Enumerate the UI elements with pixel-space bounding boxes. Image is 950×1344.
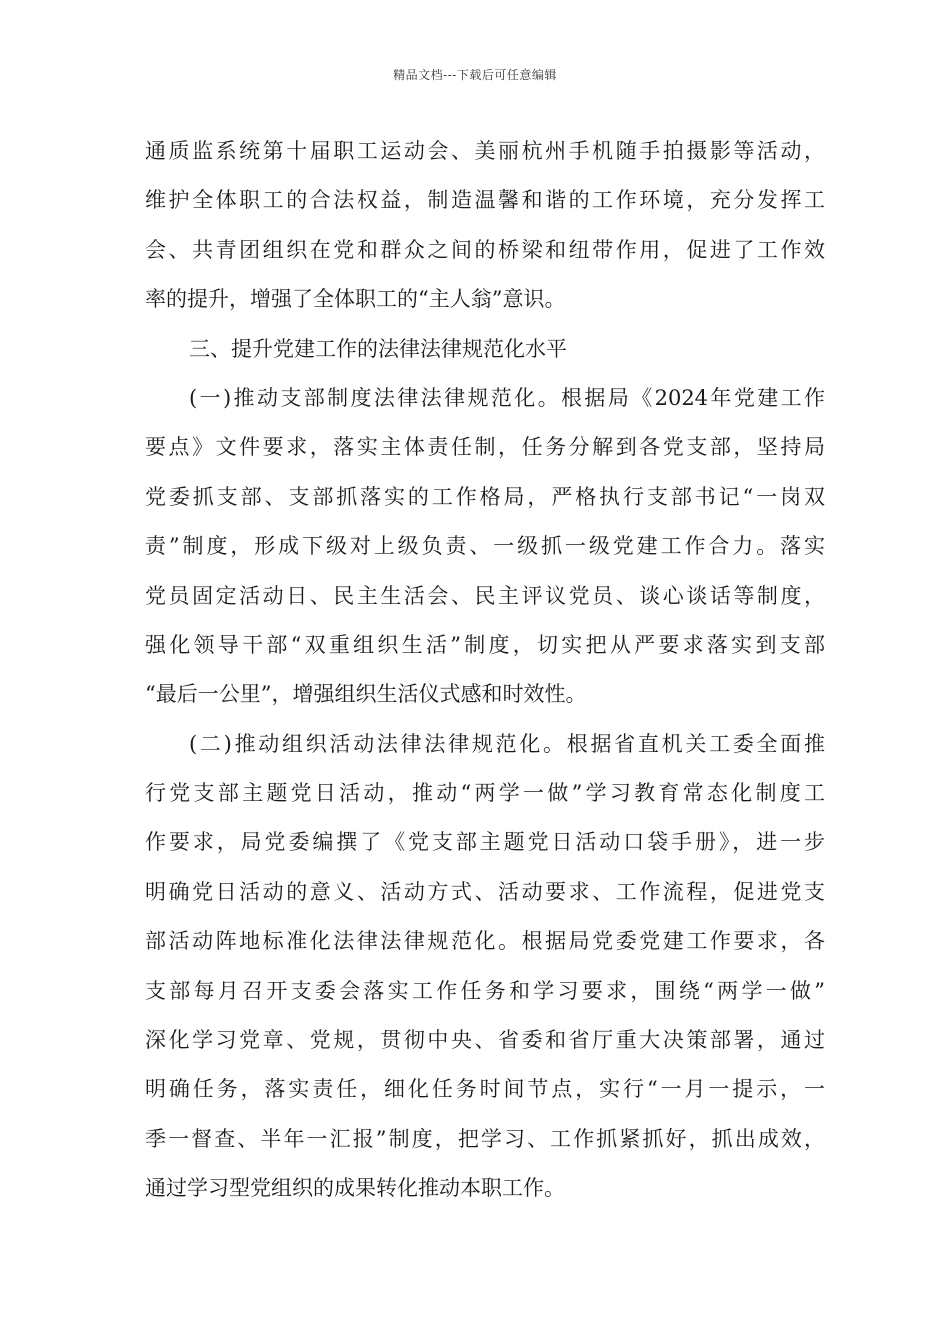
paragraph-line: 通质监系统第十届职工运动会、美丽杭州手机随手拍摄影等活动，: [145, 139, 825, 163]
paragraph-line: 明确党日活动的意义、活动方式、活动要求、工作流程，促进党支: [145, 879, 825, 904]
paragraph-line: 深化学习党章、党规，贯彻中央、省委和省厅重大决策部署，通过: [145, 1028, 825, 1053]
paragraph-line: 通过学习型党组织的成果转化推动本职工作。: [145, 1176, 565, 1201]
paragraph-line: 行党支部主题党日活动，推动“两学一做”学习教育常态化制度工: [145, 781, 825, 806]
section-heading: 三、提升党建工作的法律法律规范化水平: [189, 336, 567, 361]
paragraph-line: (二)推动组织活动法律法律规范化。根据省直机关工委全面推: [189, 731, 825, 756]
paragraph-line: 要点》文件要求，落实主体责任制，任务分解到各党支部，坚持局: [145, 435, 825, 460]
paragraph-line: “最后一公里”，增强组织生活仪式感和时效性。: [145, 682, 587, 707]
paragraph-line: 部活动阵地标准化法律法律规范化。根据局党委党建工作要求，各: [145, 929, 825, 954]
paragraph-line: 责”制度，形成下级对上级负责、一级抓一级党建工作合力。落实: [145, 534, 825, 559]
paragraph-line: 支部每月召开支委会落实工作任务和学习要求，围绕“两学一做”: [145, 978, 825, 1003]
paragraph-line: 明确任务，落实责任，细化任务时间节点，实行“一月一提示，一: [145, 1077, 825, 1102]
paragraph-line: 党委抓支部、支部抓落实的工作格局，严格执行支部书记“一岗双: [145, 484, 825, 509]
page-header: 精品文档---下载后可任意编辑: [393, 68, 557, 82]
paragraph-line: 会、共青团组织在党和群众之间的桥梁和纽带作用，促进了工作效: [145, 237, 825, 262]
paragraph-line: 率的提升，增强了全体职工的“主人翁”意识。: [145, 287, 566, 312]
paragraph-line: 季一督查、半年一汇报”制度，把学习、工作抓紧抓好，抓出成效，: [145, 1126, 825, 1151]
paragraph-line: 作要求，局党委编撰了《党支部主题党日活动口袋手册》，进一步: [145, 830, 825, 855]
paragraph-line: 强化领导干部“双重组织生活”制度，切实把从严要求落实到支部: [145, 632, 825, 657]
body-text: [145, 127, 825, 1214]
paragraph-line: 党员固定活动日、民主生活会、民主评议党员、谈心谈话等制度，: [145, 583, 825, 608]
paragraph-line: 维护全体职工的合法权益，制造温馨和谐的工作环境，充分发挥工: [145, 188, 825, 213]
paragraph-line: (一)推动支部制度法律法律规范化。根据局《2024年党建工作: [189, 385, 825, 410]
